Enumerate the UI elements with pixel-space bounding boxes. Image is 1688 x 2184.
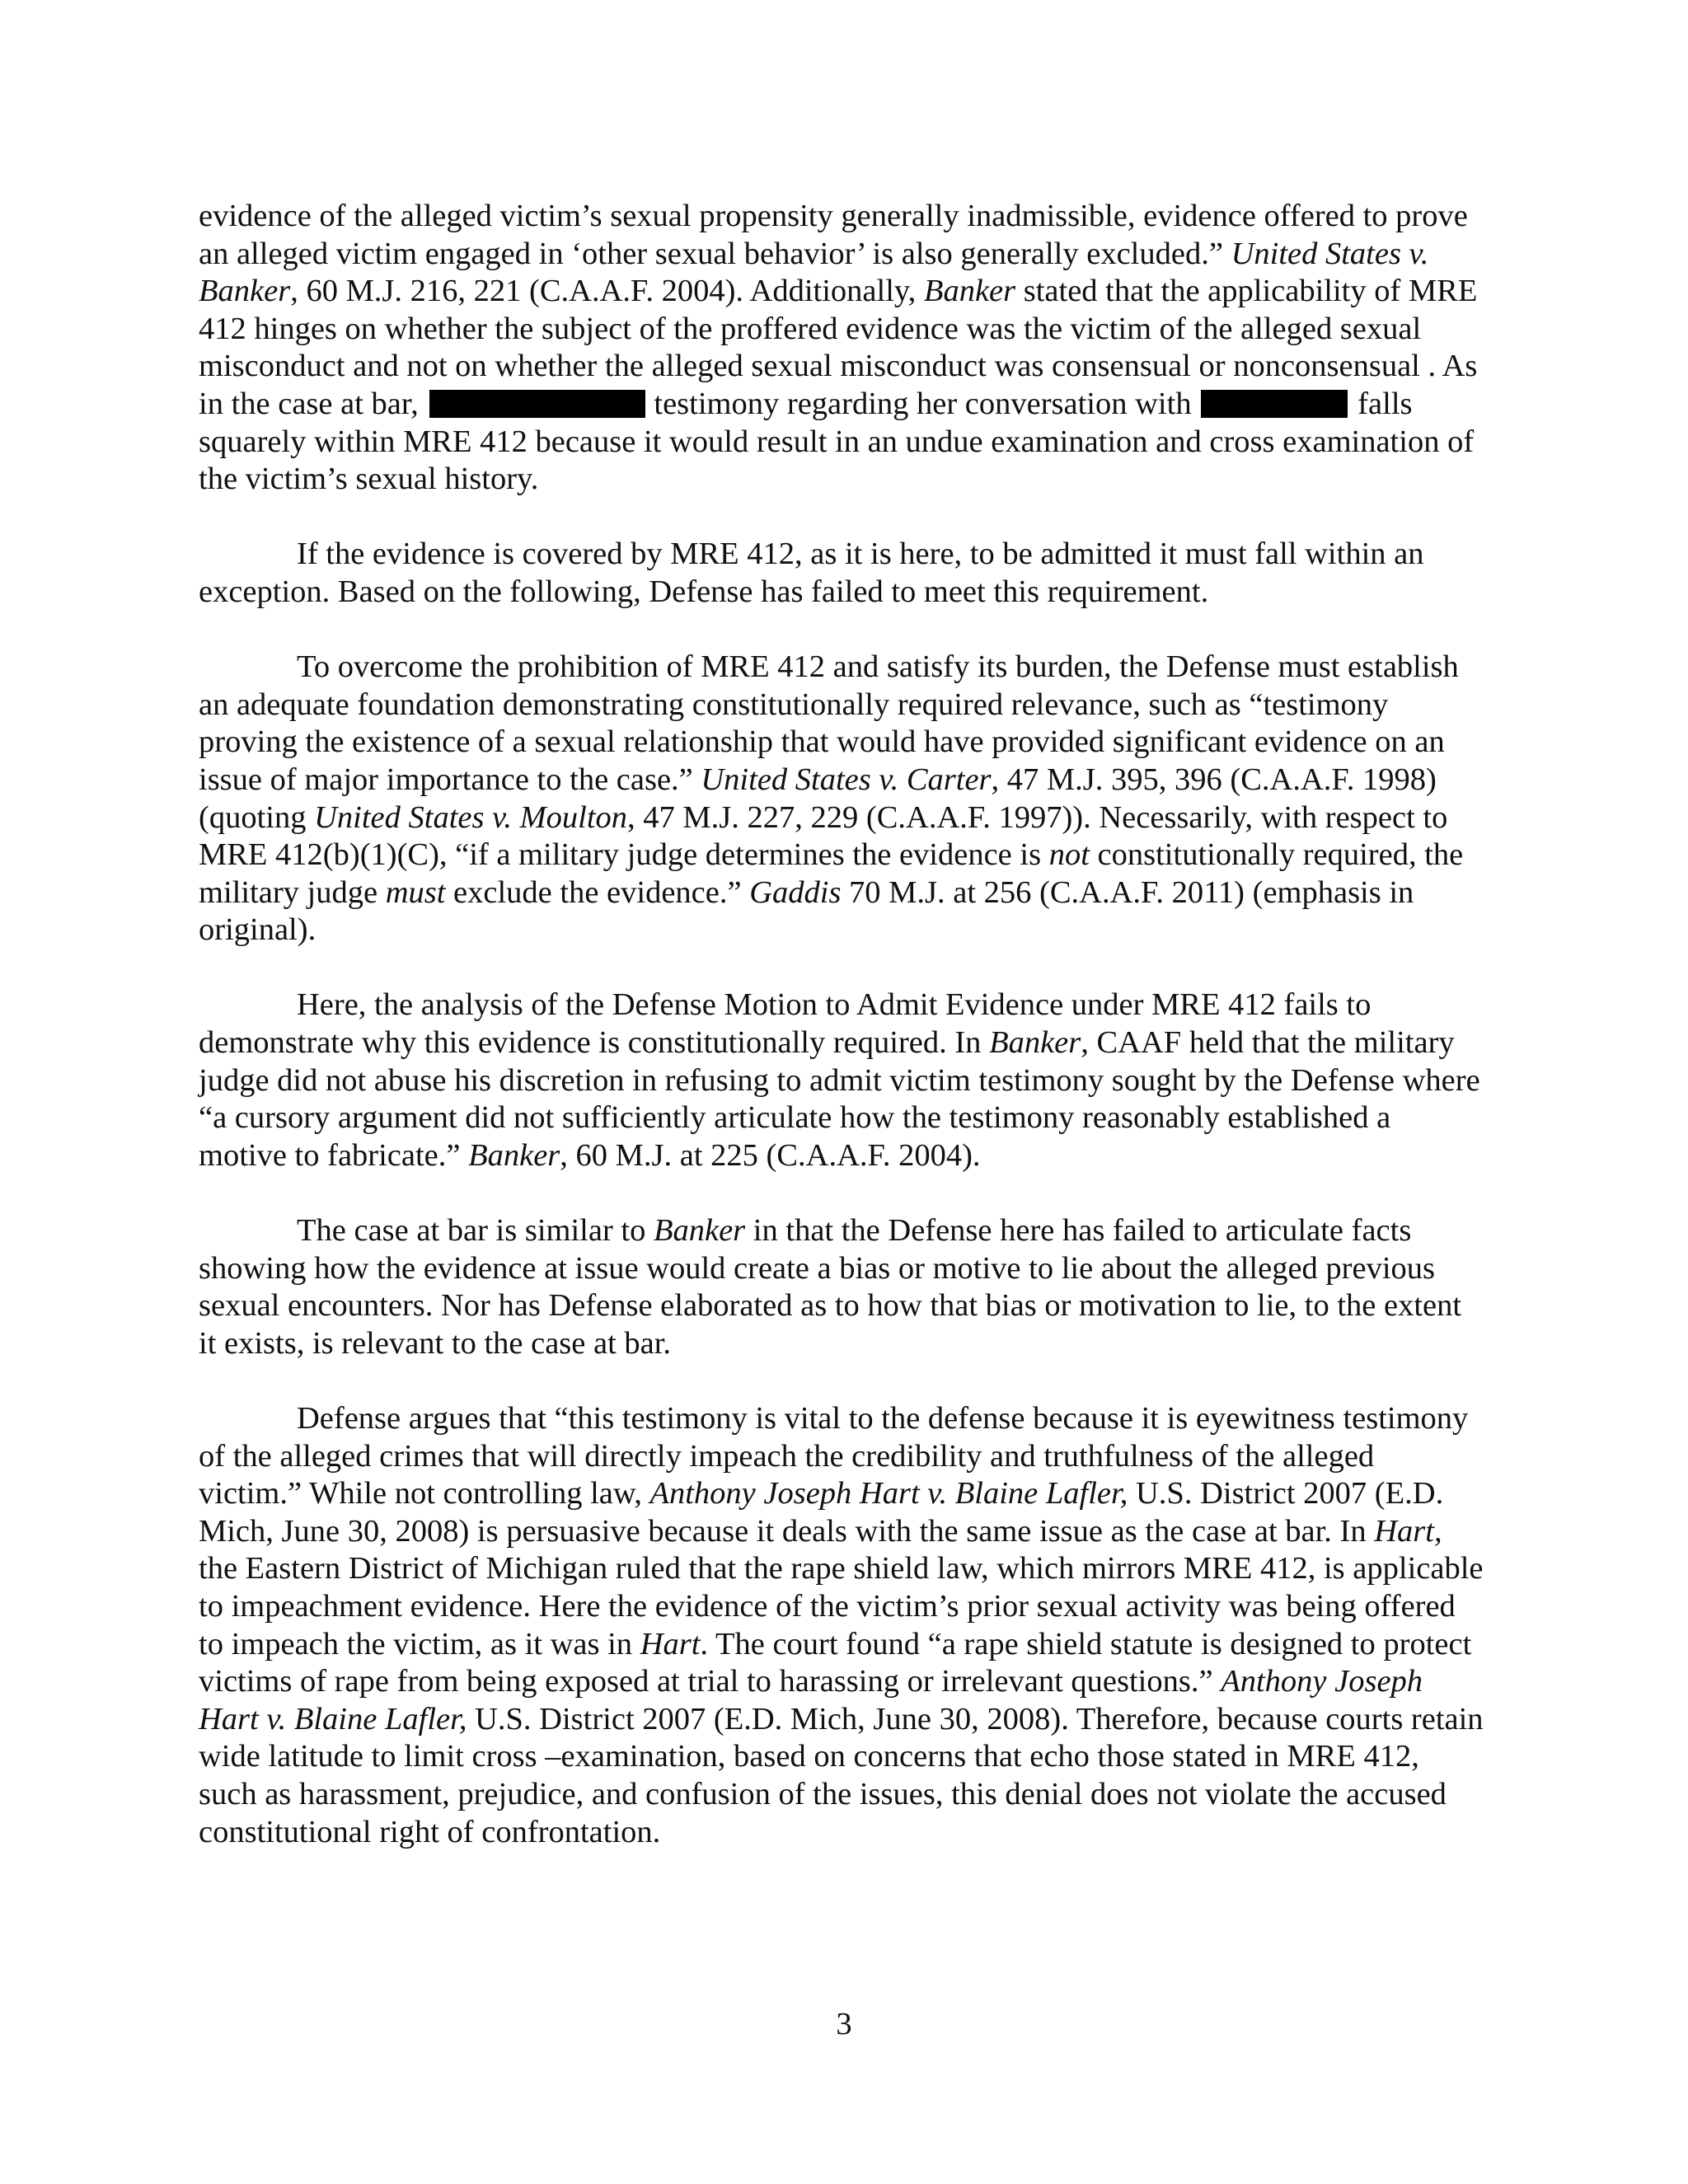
paragraph-3-text-5: exclude the evidence.” (445, 874, 750, 910)
paragraph-5-text-2: in that the Defense here has failed to articulate facts showing how the evidence at issue would create a bias or motive to lie about the alleged previous sexual encounters. Nor has Defense elaborated as to how that bias or motivation to lie, to the extent it exists, is relevant to the case at bar. (199, 1213, 1462, 1361)
paragraph-3-text-2: , 47 M.J. 395, 396 (C.A.A.F. 1998) (quoting (199, 762, 1437, 835)
paragraph-1 (199, 198, 1484, 499)
paragraph-3-text-3: , 47 M.J. 227, 229 (C.A.A.F. 1997)). Necessarily, with respect to MRE 412(b)(1)(C), “if a military judge determines the evidence is (199, 799, 1448, 873)
paragraph-5 (199, 1212, 1484, 1362)
case-name-banker: Banker (989, 1025, 1081, 1061)
paragraph-3 (199, 649, 1484, 949)
redaction-block (1201, 390, 1348, 418)
paragraph-4 (199, 987, 1484, 1174)
paragraph-4-text-1: Here, the analysis of the Defense Motion to Admit Evidence under MRE 412 fails to demonstrate why this evidence is constitutionally required. In (199, 987, 1372, 1061)
paragraph-2-text-1: If the evidence is covered by MRE 412, as it is here, to be admitted it must fall within an exception. Based on the following, Defense has failed to meet this requirement. (199, 537, 1424, 609)
paragraph-1-text-1: evidence of the alleged victim’s sexual propensity generally inadmissible, evidence offered to prove an alleged victim engaged in ‘other sexual behavior’ is also generally excluded.” (199, 199, 1468, 271)
paragraph-6-text-4: . The court found “a rape shield statute is designed to protect victims of rape from being exposed at trial to harassing or irrelevant questions.” (199, 1626, 1472, 1699)
paragraph-3-text-6: 70 M.J. at 256 (C.A.A.F. 2011) (emphasis in original). (199, 874, 1414, 948)
paragraph-6-text-2: U.S. District 2007 (E.D. Mich, June 30, 2008) is persuasive because it deals with the same issue as the case at bar. In (199, 1476, 1444, 1549)
paragraph-1-text-2: , 60 M.J. 216, 221 (C.A.A.F. 2004). Additionally, (290, 274, 924, 309)
case-citation-banker: United States v. Banker (199, 236, 1429, 309)
case-citation-moulton: United States v. Moulton (314, 799, 628, 835)
emphasis-not: not (1048, 837, 1090, 873)
paragraph-1-text-4: testimony regarding her conversation with (654, 386, 1200, 421)
case-name-hart: Hart, (1374, 1513, 1442, 1549)
paragraph-6-text-3: the Eastern District of Michigan ruled that the rape shield law, which mirrors MRE 412, is applicable to impeachment evidence. Here the evidence of the victim’s prior sexual activity was being offered to impeach the victim, as it was in (199, 1551, 1484, 1661)
case-citation-hart: Anthony Joseph Hart v. Blaine Lafler, (649, 1476, 1128, 1511)
emphasis-must: must (385, 874, 446, 910)
case-name-banker: Banker (653, 1213, 746, 1249)
paragraph-6-text-5: U.S. District 2007 (E.D. Mich, June 30, 2008). Therefore, because courts retain wide latitude to limit cross –examination, based on concerns that echo those stated in MRE 412, such as harassment, prejudice, and confusion of the issues, this denial does not violate the accused constitutional right of confrontation. (199, 1701, 1484, 1849)
paragraph-1-text-5: falls squarely within MRE 412 because it would result in an undue examination and cross examination of the victim’s sexual history. (199, 386, 1475, 497)
document-body (199, 198, 1484, 1889)
case-name-gaddis: Gaddis (749, 874, 842, 910)
paragraph-5-text-1: The case at bar is similar to (297, 1213, 654, 1249)
paragraph-4-text-3: , 60 M.J. at 225 (C.A.A.F. 2004). (560, 1137, 981, 1173)
paragraph-6-text-1: Defense argues that “this testimony is vital to the defense because it is eyewitness testimony of the alleged crimes that will directly impeach the credibility and truthfulness of the alleged victim.” While not controlling law, (199, 1401, 1469, 1511)
page-number: 3 (836, 2007, 852, 2041)
paragraph-2 (199, 536, 1484, 611)
paragraph-3-text-1: To overcome the prohibition of MRE 412 and satisfy its burden, the Defense must establish an adequate foundation demonstrating constitutionally required relevance, such as “testimony proving the existence of a sexual relationship that would have provided significant evidence on an issue of major importance to the case.” (199, 649, 1459, 797)
case-name-banker: Banker (468, 1137, 560, 1173)
case-name-banker: Banker (923, 274, 1016, 309)
paragraph-4-text-2: , CAAF held that the military judge did not abuse his discretion in refusing to admit victim testimony sought by the Defense where “a cursory argument did not sufficiently articulate how the testimony reasonably established a motive to fabricate.” (199, 1025, 1480, 1173)
paragraph-6 (199, 1400, 1484, 1851)
redaction-block (429, 390, 645, 418)
paragraph-3-text-4: constitutionally required, the military judge (199, 837, 1464, 910)
case-citation-hart: Anthony Joseph Hart v. Blaine Lafler, (199, 1664, 1423, 1736)
case-citation-carter: United States v. Carter (701, 762, 992, 797)
case-name-hart: Hart (640, 1626, 701, 1661)
paragraph-1-text-3: stated that the applicability of MRE 412 hinges on whether the subject of the proffered evidence was the victim of the alleged sexual misconduct and not on whether the alleged sexual misconduct was consensual or nonconsensual . As in the case at bar, (199, 274, 1478, 421)
